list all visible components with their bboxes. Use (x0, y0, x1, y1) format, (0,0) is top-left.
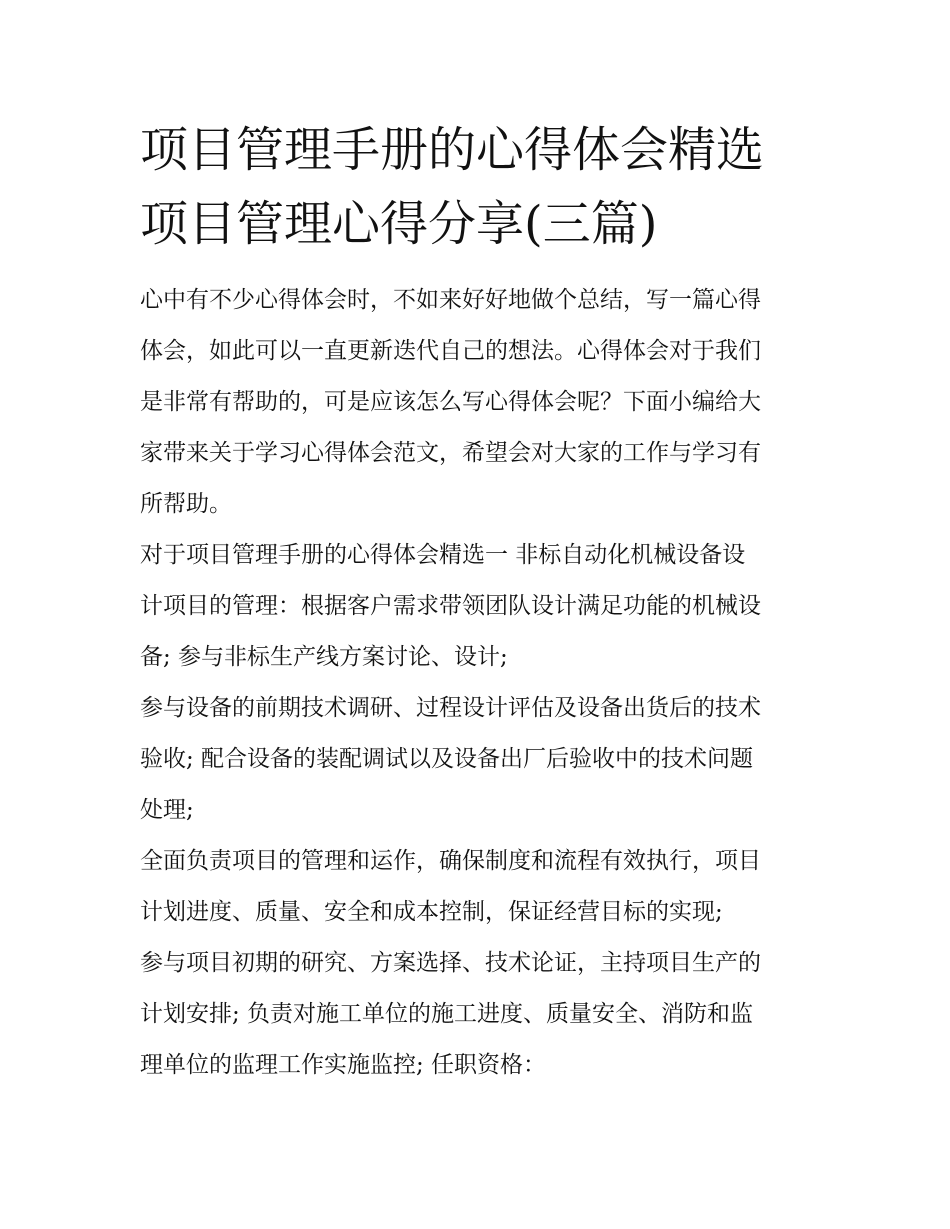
paragraph-equipment (140, 683, 830, 836)
text-line: 理单位的监理工作实施监控; 任职资格： (140, 1052, 547, 1078)
text-line: 心中有不少心得体会时，不如来好好地做个总结，写一篇心得 (140, 287, 761, 313)
text-line: 计划安排; 负责对施工单位的施工进度、质量安全、消防和监 (140, 1001, 754, 1027)
text-line: 是非常有帮助的，可是应该怎么写心得体会呢？下面小编给大 (140, 389, 761, 415)
document-title (140, 113, 830, 261)
text-line: 计划进度、质量、安全和成本控制，保证经营目标的实现; (140, 899, 723, 925)
text-line: 计项目的管理：根据客户需求带领团队设计满足功能的机械设 (140, 593, 761, 619)
text-line: 体会，如此可以一直更新迭代自己的想法。心得体会对于我们 (140, 338, 761, 364)
text-line: 所帮助。 (140, 491, 232, 517)
text-line: 家带来关于学习心得体会范文，希望会对大家的工作与学习有 (140, 440, 761, 466)
title-line-2: 项目管理心得分享(三篇) (140, 196, 658, 252)
document-body (140, 275, 830, 1091)
text-line: 参与设备的前期技术调研、过程设计评估及设备出货后的技术 (140, 695, 761, 721)
paragraph-intro (140, 275, 830, 530)
paragraph-section-one (140, 530, 830, 683)
paragraph-planning (140, 938, 830, 1091)
text-line: 全面负责项目的管理和运作，确保制度和流程有效执行，项目 (140, 848, 761, 874)
text-line: 对于项目管理手册的心得体会精选一 非标自动化机械设备设 (140, 542, 746, 568)
text-line: 处理; (140, 797, 194, 823)
paragraph-management (140, 836, 830, 938)
text-line: 验收; 配合设备的装配调试以及设备出厂后验收中的技术问题 (140, 746, 754, 772)
title-line-1: 项目管理手册的心得体会精选 (140, 122, 765, 178)
text-line: 备; 参与非标生产线方案讨论、设计; (140, 644, 508, 670)
text-line: 参与项目初期的研究、方案选择、技术论证，主持项目生产的 (140, 950, 761, 976)
